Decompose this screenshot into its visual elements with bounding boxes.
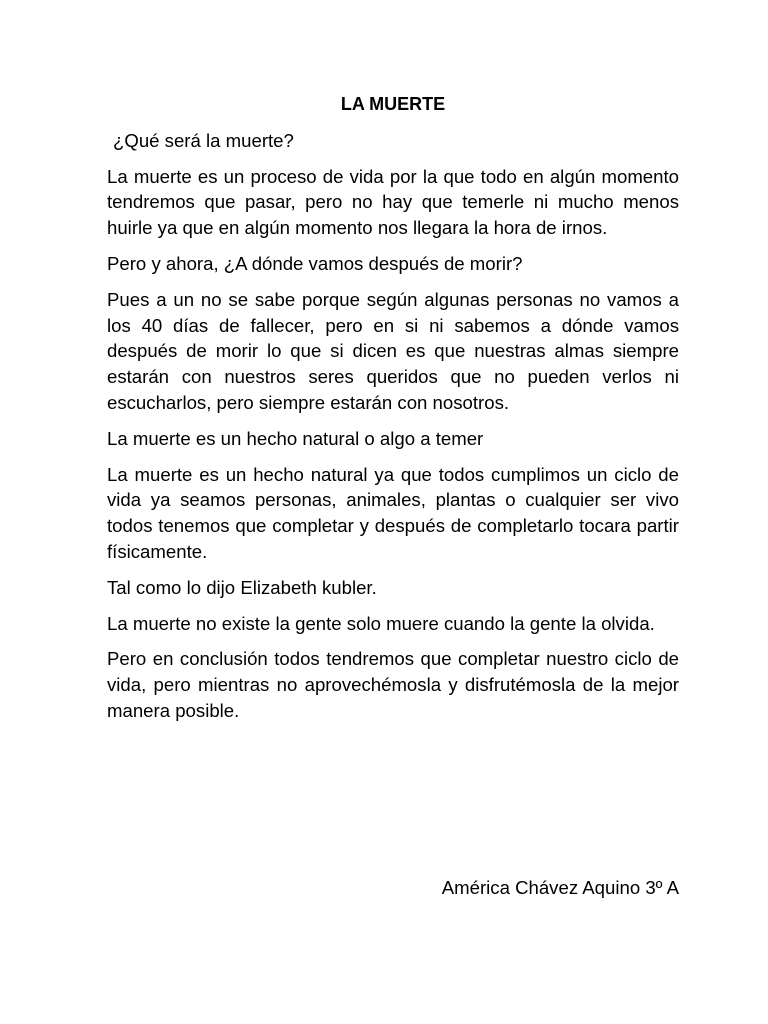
paragraph-natural-fact: La muerte es un hecho natural ya que todos cumplimos un ciclo de vida ya seamos personas, animales, plantas o cualquier ser vivo todos tenemos que completar y después de completarlo tocara partir físicamente. — [107, 463, 679, 562]
document-body — [107, 92, 679, 734]
paragraph-afterlife: Pues a un no se sabe porque según algunas personas no vamos a los 40 días de fallecer, pero en si ni sabemos a dónde vamos después de morir lo que si dicen es que nuestras almas siempre estarán con nuestros seres queridos que no pueden verlos ni escucharlos, pero siempre estarán con nosotros. — [107, 288, 679, 413]
author-signature: América Chávez Aquino 3º A — [441, 877, 679, 898]
paragraph-conclusion: Pero en conclusión todos tendremos que completar nuestro ciclo de vida, pero mientras no aprovechémosla y disfrutémosla de la mejor manera posible. — [107, 648, 679, 721]
second-question: Pero y ahora, ¿A dónde vamos después de morir? — [107, 252, 523, 274]
quote-text: La muerte no existe la gente solo muere cuando la gente la olvida. — [107, 612, 655, 634]
document-title: LA MUERTE — [340, 94, 446, 114]
opening-question: ¿Qué será la muerte? — [113, 129, 294, 151]
paragraph-definition: La muerte es un proceso de vida por la que todo en algún momento tendremos que pasar, pero no hay que temerle ni mucho menos huirle ya que en algún momento nos llegara la hora de irnos. — [107, 165, 679, 239]
quote-intro: Tal como lo dijo Elizabeth kubler. — [107, 576, 377, 598]
third-question: La muerte es un hecho natural o algo a temer — [107, 427, 484, 449]
